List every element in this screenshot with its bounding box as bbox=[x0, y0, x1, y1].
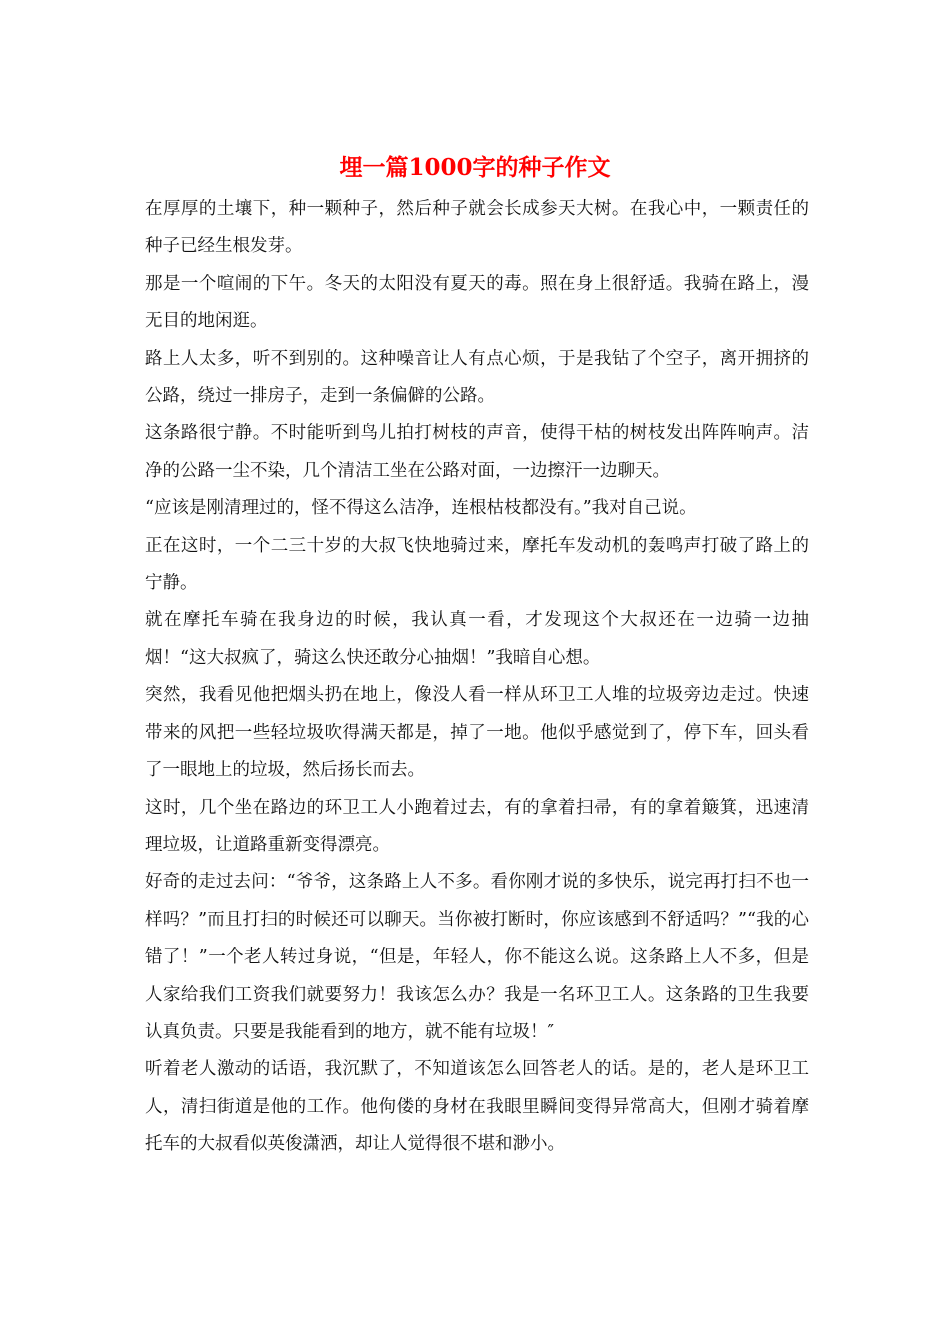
paragraph: 在厚厚的土壤下，种一颗种子，然后种子就会长成参天大树。在我心中，一颗责任的种子已经生根发芽。 bbox=[145, 199, 809, 257]
document-body bbox=[145, 191, 809, 1164]
paragraph: 听着老人激动的话语，我沉默了，不知道该怎么回答老人的话。是的，老人是环卫工人，清扫街道是他的工作。他佝偻的身材在我眼里瞬间变得异常高大，但刚才骑着摩托车的大叔看似英俊潇洒，却让人觉得很不堪和渺小。 bbox=[145, 1059, 809, 1155]
paragraph: 就在摩托车骑在我身边的时候，我认真一看，才发现这个大叔还在一边骑一边抽烟！“这大叔疯了，骑这么快还敢分心抽烟！”我暗自心想。 bbox=[145, 610, 809, 668]
paragraph: 突然，我看见他把烟头扔在地上，像没人看一样从环卫工人堆的垃圾旁边走过。快速带来的风把一些轻垃圾吹得满天都是，掉了一地。他似乎感觉到了，停下车，回头看了一眼地上的垃圾，然后扬长而去。 bbox=[145, 685, 809, 781]
paragraph: 这时，几个坐在路边的环卫工人小跑着过去，有的拿着扫帚，有的拿着簸箕，迅速清理垃圾，让道路重新变得漂亮。 bbox=[145, 797, 809, 855]
paragraph: 这条路很宁静。不时能听到鸟儿拍打树枝的声音，使得干枯的树枝发出阵阵响声。洁净的公路一尘不染，几个清洁工坐在公路对面，一边擦汗一边聊天。 bbox=[145, 423, 809, 481]
paragraph: 正在这时，一个二三十岁的大叔飞快地骑过来，摩托车发动机的轰鸣声打破了路上的宁静。 bbox=[145, 535, 809, 594]
paragraph: 好奇的走过去问：“爷爷，这条路上人不多。看你刚才说的多快乐，说完再打扫不也一样吗？”而且打扫的时候还可以聊天。当你被打断时，你应该感到不舒适吗？”“我的心错了！”一个老人转过身说，“但是，年轻人，你不能这么说。这条路上人不多，但是人家给我们工资我们就要努力！我该怎么办？我是一名环卫工人。这条路的卫生我要认真负责。只要是我能看到的地方，就不能有垃圾！″ bbox=[145, 872, 809, 1042]
paragraph: 那是一个喧闹的下午。冬天的太阳没有夏天的毒。照在身上很舒适。我骑在路上，漫无目的地闲逛。 bbox=[145, 273, 809, 332]
document-title: 埋一篇1000字的种子作文 bbox=[339, 154, 611, 181]
paragraph: “应该是刚清理过的，怪不得这么洁净，连根枯枝都没有。”我对自己说。 bbox=[145, 498, 697, 519]
paragraph: 路上人太多，听不到别的。这种噪音让人有点心烦，于是我钻了个空子，离开拥挤的公路，绕过一排房子，走到一条偏僻的公路。 bbox=[145, 348, 809, 407]
